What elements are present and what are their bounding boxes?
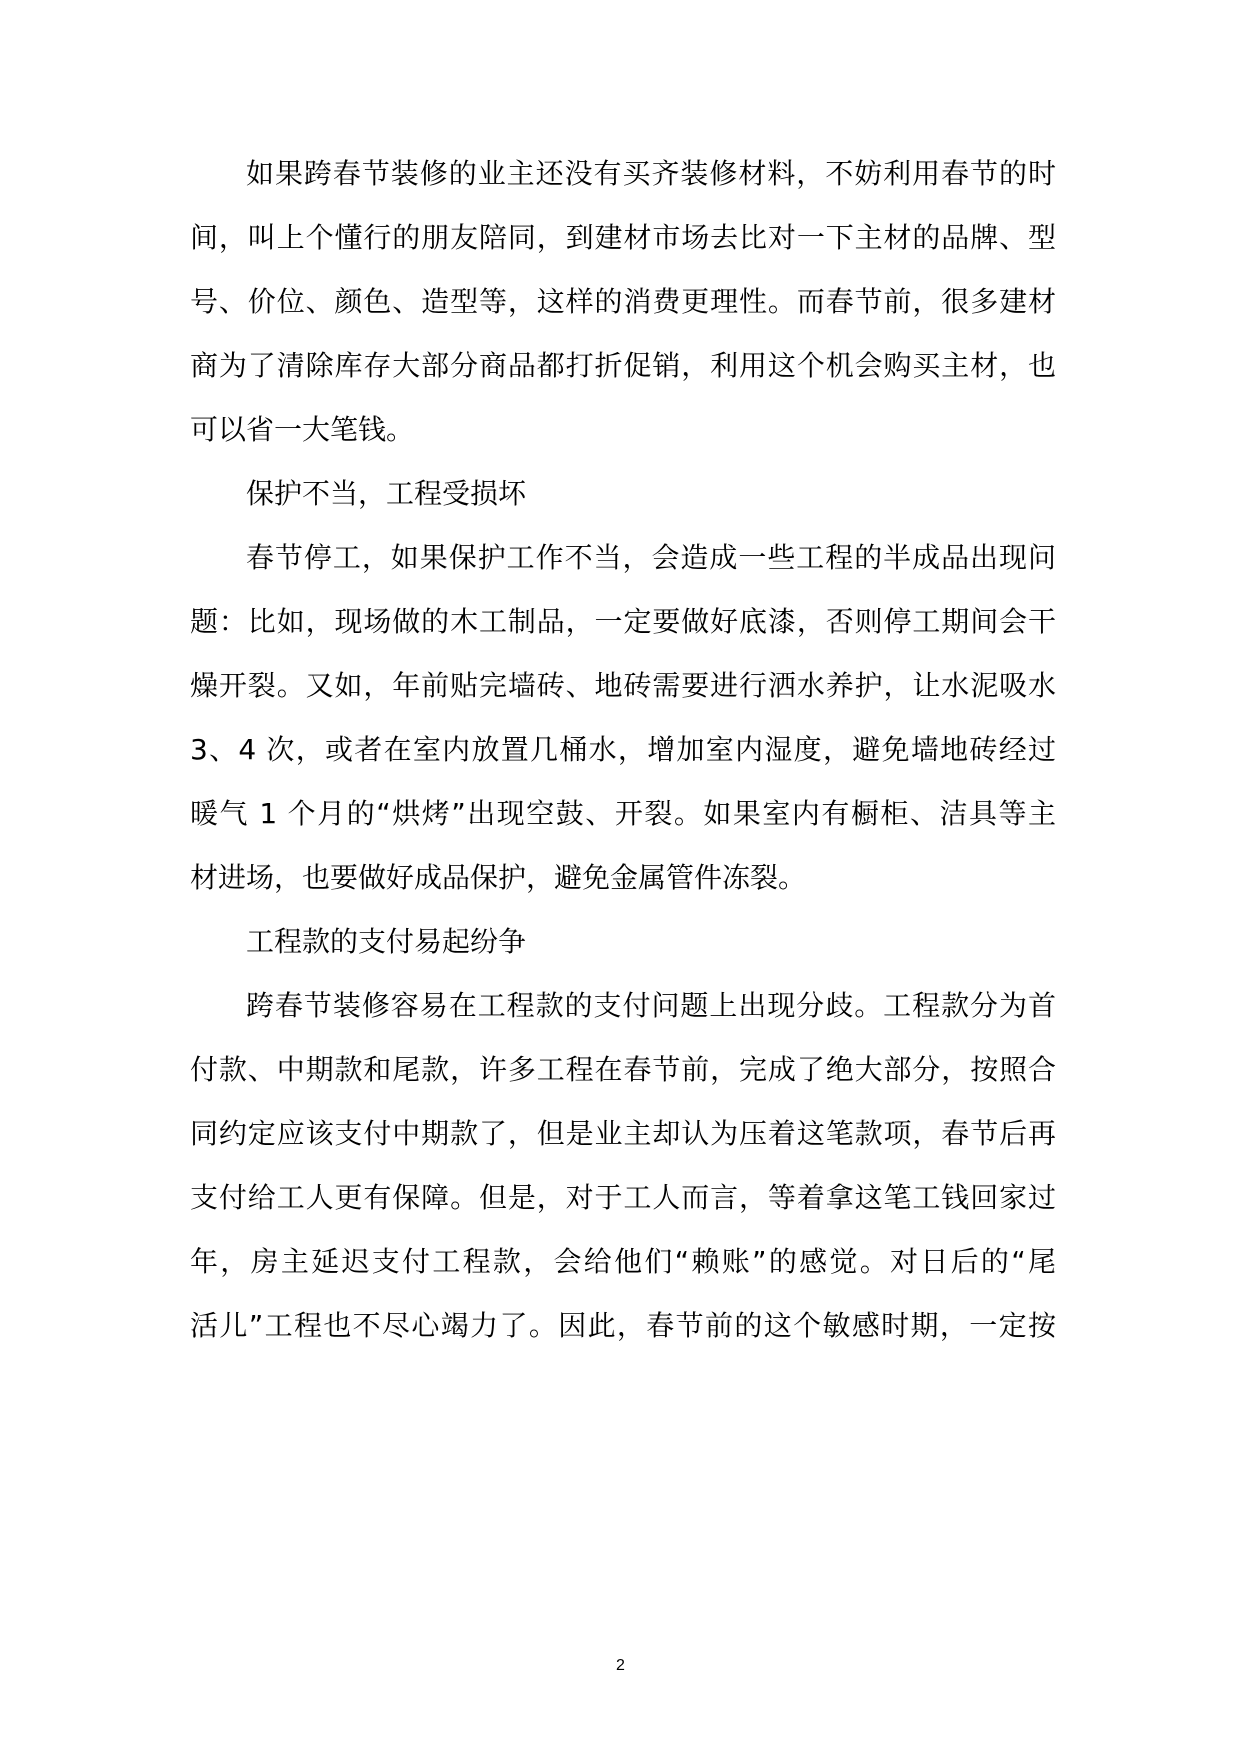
paragraph-line: 燥开裂。又如，年前贴完墙砖、地砖需要进行洒水养护，让水泥吸水 [190, 669, 1056, 702]
paragraph-line: 间，叫上个懂行的朋友陪同，到建材市场去比对一下主材的品牌、型 [190, 221, 1056, 254]
paragraph-line: 商为了清除库存大部分商品都打折促销，利用这个机会购买主材，也 [190, 349, 1056, 382]
paragraph-line: 同约定应该支付中期款了，但是业主却认为压着这笔款项，春节后再 [190, 1117, 1056, 1150]
paragraph-line: 付款、中期款和尾款，许多工程在春节前，完成了绝大部分，按照合 [190, 1053, 1056, 1086]
paragraph-line: 可以省一大笔钱。 [190, 413, 415, 446]
paragraph-line: 材进场，也要做好成品保护，避免金属管件冻裂。 [190, 861, 807, 894]
paragraph-line: 号、价位、颜色、造型等，这样的消费更理性。而春节前，很多建材 [190, 285, 1056, 318]
paragraph-line: 年，房主延迟支付工程款，会给他们“赖账”的感觉。对日后的“尾 [190, 1245, 1056, 1278]
paragraph-line: 活儿”工程也不尽心竭力了。因此，春节前的这个敏感时期，一定按 [190, 1309, 1056, 1342]
paragraph-line: 题：比如，现场做的木工制品，一定要做好底漆，否则停工期间会干 [190, 605, 1056, 638]
paragraph-line: 跨春节装修容易在工程款的支付问题上出现分歧。工程款分为首 [246, 989, 1056, 1022]
body-text [190, 142, 1056, 1358]
section-heading: 保护不当，工程受损坏 [246, 477, 527, 510]
section-heading: 工程款的支付易起纷争 [246, 925, 527, 958]
paragraph-line: 支付给工人更有保障。但是，对于工人而言，等着拿这笔工钱回家过 [190, 1181, 1056, 1214]
paragraph-line: 如果跨春节装修的业主还没有买齐装修材料，不妨利用春节的时 [246, 157, 1056, 190]
paragraph-line: 3、4 次，或者在室内放置几桶水，增加室内湿度，避免墙地砖经过 [190, 733, 1056, 766]
paragraph-line: 暖气 1 个月的“烘烤”出现空鼓、开裂。如果室内有橱柜、洁具等主 [190, 797, 1056, 830]
paragraph-line: 春节停工，如果保护工作不当，会造成一些工程的半成品出现问 [246, 541, 1056, 574]
page-number: 2 [616, 1657, 625, 1674]
